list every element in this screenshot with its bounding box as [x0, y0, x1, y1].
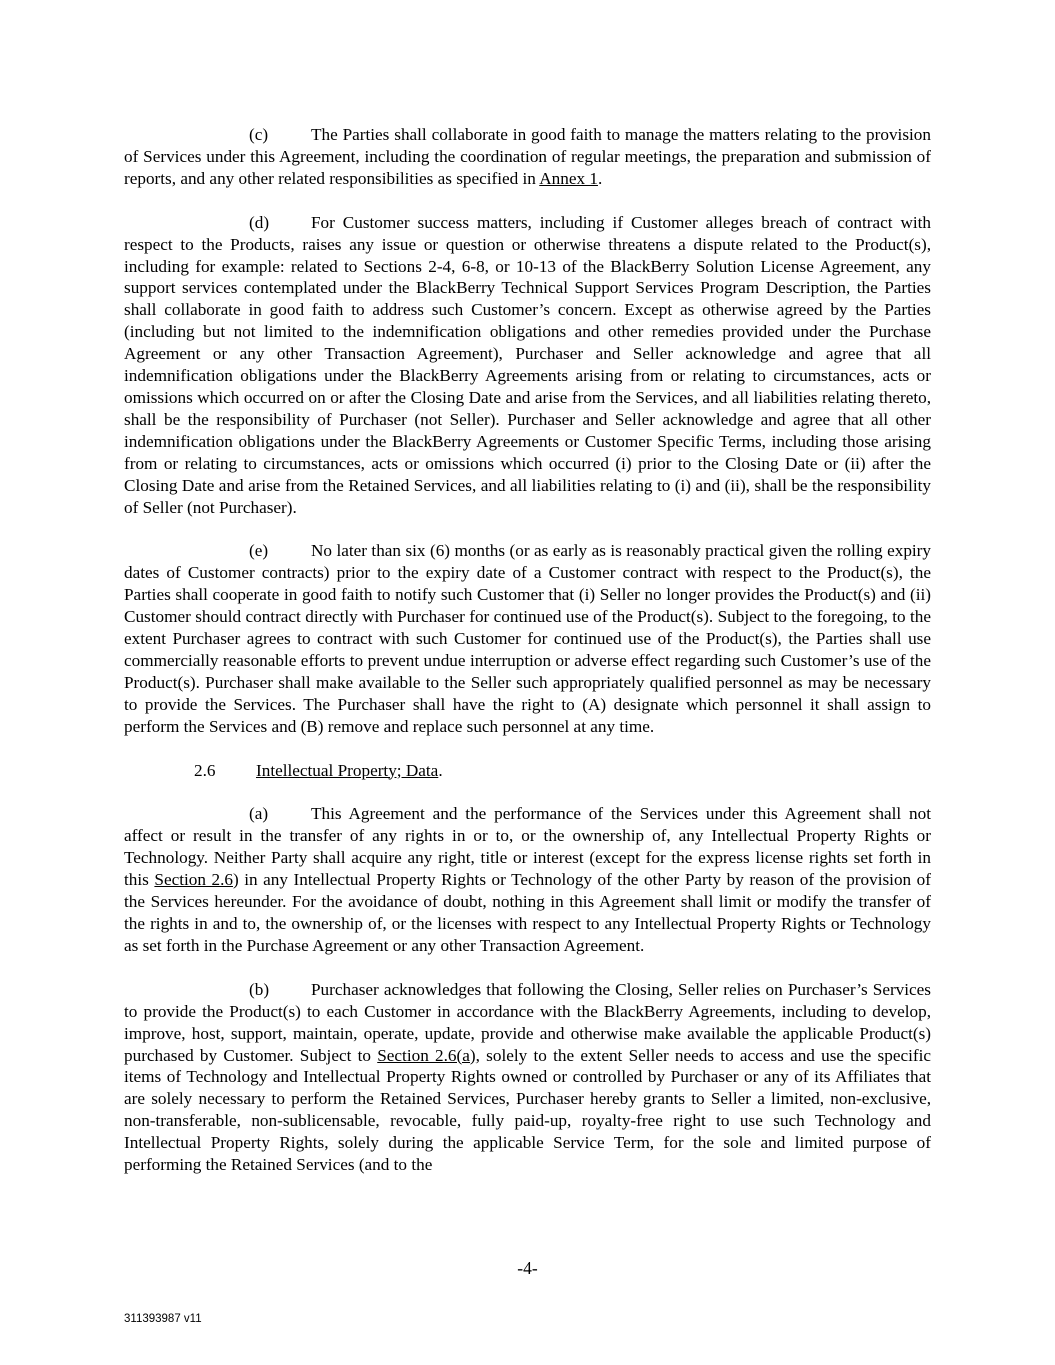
section-paragraph-b-text: Purchaser acknowledges that following the Closing, Seller relies on Purchaser’s Services to provide the Product(s) to each Customer in accordance with the BlackBerry Agreements, including to develop, improve, host, support, maintain, operate, update, provide and otherwise make available the applicable Product(s) purchased by Customer. Subject to	[124, 979, 931, 1065]
document-body	[124, 124, 931, 1198]
paragraph-e-text: No later than six (6) months (or as early as is reasonably practical given the rolling expiry dates of Customer contracts) prior to the expiry date of a Customer contract with respect to the Product(s), the Parties shall cooperate in good faith to notify such Customer that (i) Seller no longer provides the Product(s) and (ii) Customer should contract directly with Purchaser for continued use of the Product(s). Subject to the foregoing, to the extent Purchaser agrees to contract with such Customer for continued use of the Product(s), the Parties shall use commercially reasonable efforts to prevent undue interruption or adverse effect regarding such Customer’s use of the Product(s). Purchaser shall make available to the Seller such appropriately qualified personnel as may be necessary to provide the Services. The Purchaser shall have the right to (A) designate which personnel it shall assign to perform the Services and (B) remove and replace such personnel at any time.	[124, 541, 931, 736]
page-number: -4-	[517, 1258, 538, 1278]
section-title-suffix: .	[438, 760, 443, 780]
annex-1-link[interactable]: Annex 1	[539, 168, 598, 188]
section-number: 2.6	[194, 760, 216, 780]
paragraph-d	[124, 212, 931, 519]
paragraph-c-text: The Parties shall collaborate in good faith to manage the matters relating to the provision of Services under this Agreement, including the coordination of regular meetings, the preparation and submission of reports, and any other related responsibilities as specified in	[124, 125, 931, 188]
section-paragraph-b-text-end: , solely to the extent Seller needs to access and use the specific items of Technology and Intellectual Property Rights owned or controlled by Purchaser or any of its Affiliates that are solely necessary to perform the Retained Services, Purchaser hereby grants to Seller a limited, non-exclusive, non-transferable, non-sublicensable, revocable, fully paid-up, royalty-free right to use such Technology and Intellectual Property Rights, solely during the applicable Service Term, for the sole and limited purpose of performing the Retained Services (and to the	[124, 1045, 931, 1175]
paragraph-e-label: (e)	[249, 541, 269, 561]
section-2-6-a-link[interactable]: Section 2.6(a)	[377, 1045, 476, 1065]
paragraph-c-text-end: .	[597, 168, 603, 188]
document-id: 311393987 v11	[124, 1313, 202, 1325]
section-paragraph-b	[124, 979, 931, 1176]
section-paragraph-a-label: (a)	[249, 804, 269, 824]
section-paragraph-a	[124, 803, 931, 956]
section-paragraph-a-text-end: ) in any Intellectual Property Rights or Technology of the other Party by reason of the provision of the Services hereunder. For the avoidance of doubt, nothing in this Agreement shall limit or modify the transfer of the rights in and to, the ownership of, or the licenses with respect to any Intellectual Property Rights or Technology as set forth in the Purchase Agreement or any other Transaction Agreement.	[124, 870, 931, 955]
section-title: Intellectual Property; Data	[256, 760, 439, 780]
section-heading	[194, 760, 931, 782]
paragraph-e	[124, 540, 931, 737]
paragraph-c-label: (c)	[249, 125, 269, 144]
paragraph-d-text: For Customer success matters, including if Customer alleges breach of contract with respect to the Products, raises any issue or question or otherwise threatens a dispute related to the Product(s), including for example: related to Sections 2-4, 6-8, or 10-13 of the BlackBerry Solution License Agreement, any support services contemplated under the BlackBerry Technical Support Services Program Description, the Parties shall collaborate in good faith to address such Customer’s concern. Except as otherwise agreed by the Parties (including but not limited to the indemnification obligations and other remedies provided under the Purchase Agreement or any other Transaction Agreement), Purchaser and Seller acknowledge and agree that all indemnification obligations under the BlackBerry Agreements arising from or relating to circumstances, acts or omissions which occurred on or after the Closing Date and arise from the Services, and all liabilities relating thereto, shall be the responsibility of Purchaser (not Seller). Purchaser and Seller acknowledge and agree that all other indemnification obligations under the BlackBerry Agreements or Customer Specific Terms, including those arising from or relating to circumstances, acts or omissions which occurred (i) prior to the Closing Date or (ii) after the Closing Date and arise from the Retained Services, and all liabilities relating to (i) and (ii), shall be the responsibility of Seller (not Purchaser).	[124, 212, 931, 517]
section-paragraph-b-label: (b)	[249, 979, 270, 999]
paragraph-d-label: (d)	[249, 212, 270, 232]
section-2-6-link[interactable]: Section 2.6	[154, 870, 233, 890]
section-paragraph-a-text: This Agreement and the performance of the Services under this Agreement shall not affect or result in the transfer of any rights in or to, or the ownership of, any Intellectual Property Rights or Technology. Neither Party shall acquire any right, title or interest (except for the express license rights set forth in this	[124, 804, 931, 890]
paragraph-c	[124, 124, 931, 190]
